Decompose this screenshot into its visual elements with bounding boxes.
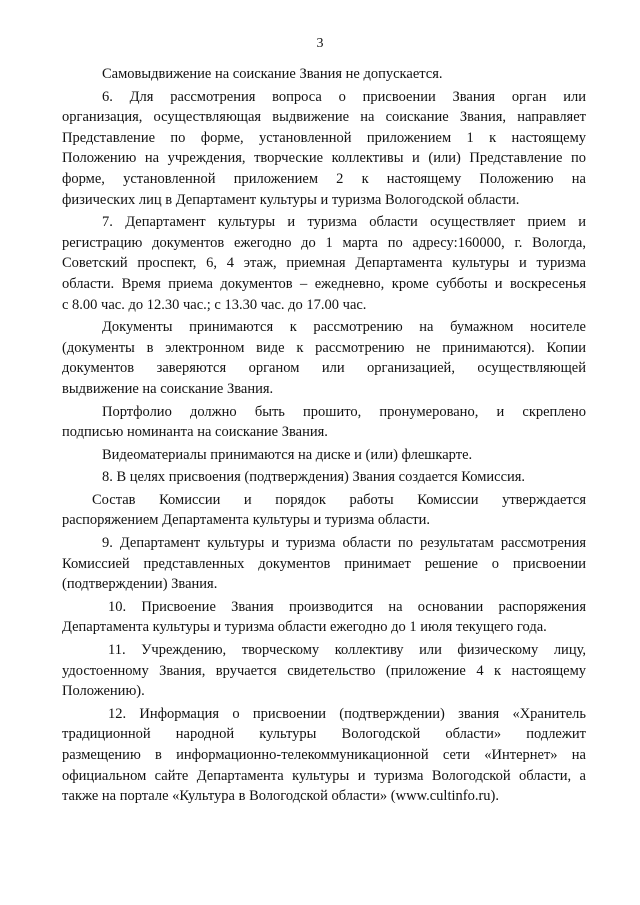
paragraph	[62, 402, 586, 443]
paragraph-line: 7. Департамент культуры и туризма области осуществляет прием и	[102, 214, 586, 231]
paragraph-line: 6. Для рассмотрения вопроса о присвоении Звания орган или	[102, 88, 586, 105]
paragraph	[62, 64, 586, 85]
page-number: 3	[316, 36, 324, 51]
paragraph-line: регистрацию документов ежегодно до 1 марта по адресу:160000, г. Вологда,	[62, 234, 586, 251]
paragraph	[62, 597, 586, 638]
paragraph-line: Положению).	[62, 683, 145, 700]
paragraph-line: 11. Учреждению, творческому коллективу или физическому лицу,	[108, 642, 586, 659]
paragraph-line: Видеоматериалы принимаются на диске и (или) флешкарте.	[102, 446, 473, 463]
paragraph-line: 9. Департамент культуры и туризма области по результатам рассмотрения	[102, 535, 586, 552]
paragraph	[62, 467, 586, 488]
paragraph-line: физических лиц в Департамент культуры и туризма Вологодской области.	[62, 191, 520, 208]
paragraph	[62, 704, 586, 807]
paragraph	[62, 212, 586, 315]
document-body	[62, 64, 586, 809]
paragraph	[62, 533, 586, 595]
paragraph-line: Портфолио должно быть прошито, пронумеровано, и скреплено	[102, 403, 586, 420]
paragraph-line: Положению на учреждения, творческие коллективы и (или) Представление по	[62, 150, 586, 167]
paragraph-line: выдвижение на соискание Звания.	[62, 380, 274, 397]
paragraph-line: распоряжением Департамента культуры и туризма области.	[62, 512, 431, 529]
paragraph-line: Состав Комиссии и порядок работы Комиссии утверждается	[92, 491, 586, 508]
paragraph-line: также на портале «Культура в Вологодской области» (www.cultinfo.ru).	[62, 788, 499, 805]
paragraph-line: размещению в информационно-телекоммуникационной сети «Интернет» на	[62, 747, 586, 763]
paragraph-line: Комиссией представленных документов принимает решение о присвоении	[62, 555, 586, 572]
paragraph-line: Самовыдвижение на соискание Звания не допускается.	[102, 66, 443, 82]
paragraph-line: (подтверждении) Звания.	[62, 576, 218, 593]
paragraph	[62, 445, 586, 466]
paragraph-line: 8. В целях присвоения (подтверждения) Звания создается Комиссия.	[102, 469, 526, 486]
paragraph-line: Департамента культуры и туризма области ежегодно до 1 июля текущего года.	[62, 619, 547, 636]
paragraph-line: форме, установленной приложением 2 к настоящему Положению на	[62, 170, 586, 187]
paragraph-line: официальном сайте Департамента культуры и туризма Вологодской области, а	[62, 767, 586, 784]
paragraph-line: Представление по форме, установленной приложением 1 к настоящему	[62, 129, 586, 146]
paragraph-line: (документы в электронном виде к рассмотрению не принимаются). Копии	[62, 339, 586, 356]
paragraph-line: документов заверяются органом или организацией, осуществляющей	[62, 360, 586, 377]
paragraph-line: Документы принимаются к рассмотрению на бумажном носителе	[102, 319, 586, 336]
paragraph-line: 12. Информация о присвоении (подтверждении) звания «Хранитель	[108, 705, 586, 722]
paragraph-line: области. Время приема документов – ежедневно, кроме субботы и воскресенья	[62, 275, 586, 292]
paragraph-line: организация, осуществляющая выдвижение на соискание Звания, направляет	[62, 109, 586, 126]
paragraph-line: удостоенному Звания, вручается свидетельство (приложение 4 к настоящему	[62, 662, 586, 679]
paragraph-line: 10. Присвоение Звания производится на основании распоряжения	[108, 598, 586, 615]
paragraph-line: с 8.00 час. до 12.30 час.; с 13.30 час. до 17.00 час.	[62, 296, 367, 313]
paragraph-line: Советский проспект, 6, 4 этаж, приемная Департамента культуры и туризма	[62, 255, 586, 272]
paragraph-line: традиционной народной культуры Вологодской области» подлежит	[62, 726, 586, 743]
paragraph	[62, 640, 586, 702]
paragraph	[62, 490, 586, 531]
paragraph-line: подписью номинанта на соискание Звания.	[62, 424, 328, 441]
paragraph	[62, 317, 586, 399]
paragraph	[62, 87, 586, 211]
